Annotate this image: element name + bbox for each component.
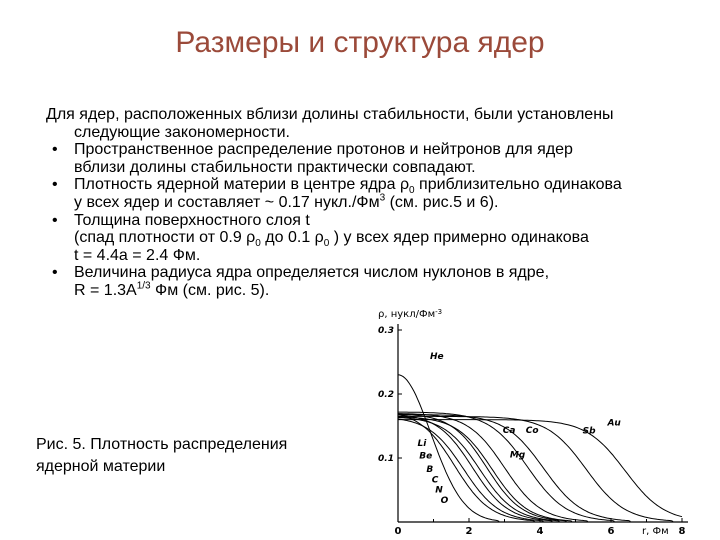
bullet-2-line-1-sub: 0: [409, 185, 415, 197]
bullet-3-line-3: t = 4.4a = 2.4 Фм.: [74, 246, 201, 264]
chart-ylabel-text: ρ, нукл/Фм: [378, 309, 436, 320]
slide-title: Размеры и структура ядер: [175, 26, 545, 59]
y-tick-label-0.2: 0.2: [378, 390, 394, 400]
bullet-marker: •: [52, 176, 58, 194]
series-label-c: C: [431, 475, 439, 486]
bullet-2-line-2-a: у всех ядер и составляет ~ 0.17 нукл./Фм: [74, 193, 380, 211]
bullet-3-line-2-sub-2: 0: [323, 238, 330, 250]
series-label-li: Li: [417, 438, 427, 449]
figure-caption-line-1: Рис. 5. Плотность распределения: [36, 436, 288, 453]
bullet-2-line-2: [74, 194, 706, 212]
bullet-4-line-2-a: R = 1.3A: [74, 281, 137, 299]
series-label-o: O: [440, 495, 449, 506]
curve-be: [398, 419, 544, 522]
bullet-item-1: [46, 141, 706, 176]
series-label-ca: Ca: [502, 426, 516, 437]
series-label-co: Co: [525, 426, 539, 437]
bullet-3-line-2-sub-1: 0: [255, 238, 261, 250]
series-label-n: N: [435, 485, 443, 496]
bullet-2-line-1-b: приблизительно одинакова: [414, 176, 622, 194]
x-tick-label-4: 4: [536, 526, 544, 537]
series-label-sb: Sb: [582, 426, 596, 437]
bullet-3-line-2: [74, 229, 706, 250]
chart-labels: [418, 352, 622, 506]
intro-line-2: следующие закономерности.: [74, 123, 290, 141]
series-label-b: B: [426, 465, 434, 476]
bullet-4-line-2: [74, 282, 706, 300]
chart-ylabel-exponent: -3: [435, 308, 443, 316]
bullet-item-2: [46, 176, 706, 211]
bullet-2-line-2-b: (см. рис.5 и 6).: [385, 193, 499, 211]
bullet-3-line-2-b: до 0.1 ρ: [260, 229, 324, 247]
bullet-marker: •: [52, 264, 58, 282]
bullet-3-line-1: Толщина поверхностного слоя t: [74, 211, 310, 229]
x-tick-label-6: 6: [607, 526, 615, 537]
series-label-mg: Mg: [509, 450, 526, 461]
bullet-4-line-1: Величина радиуса ядра определяется числом нуклонов в ядре,: [74, 264, 550, 282]
x-tick-label-2: 2: [465, 526, 473, 537]
bullet-2-line-1: [74, 176, 706, 197]
bullet-3-line-2-a: (спад плотности от 0.9 ρ: [74, 229, 256, 247]
slide-body: [46, 106, 706, 300]
x-tick-label-0: 0: [394, 526, 402, 537]
series-label-au: Au: [607, 418, 621, 429]
bullet-3-line-2-c: ) у всех ядер примерно одинакова: [329, 229, 589, 247]
bullet-4-line-2-b: Фм (см. рис. 5).: [150, 281, 270, 299]
bullet-2-line-1-a: Плотность ядерной материи в центре ядра ρ: [74, 176, 410, 194]
figure-caption-line-2: ядерной материи: [36, 458, 166, 475]
curve-n: [398, 414, 567, 522]
bullet-marker: •: [52, 211, 58, 229]
series-label-he: He: [429, 351, 444, 362]
chart-ylabel: [378, 308, 442, 320]
bullet-4-line-2-sup: 1/3: [136, 280, 151, 292]
x-tick-label-8: 8: [678, 526, 686, 537]
bullet-marker: •: [52, 141, 58, 159]
bullet-1-line-2: вблизи долины стабильности практически совпадают.: [74, 158, 476, 176]
intro-line-1: Для ядер, расположенных вблизи долины стабильности, были установлены: [46, 106, 614, 123]
chart-xlabel: r, Фм: [642, 526, 669, 537]
bullet-1-line-1: Пространственное распределение протонов и нейтронов для ядер: [74, 141, 573, 159]
curve-o: [398, 417, 572, 522]
series-label-be: Be: [419, 451, 433, 462]
bullet-2-line-2-sup: 3: [379, 192, 386, 204]
density-chart: [360, 300, 710, 540]
y-tick-label-0.3: 0.3: [378, 326, 394, 336]
y-tick-label-0.1: 0.1: [378, 454, 394, 464]
figure-caption: [36, 434, 326, 478]
bullet-item-4: [46, 264, 706, 299]
bullet-item-3: [46, 212, 706, 265]
